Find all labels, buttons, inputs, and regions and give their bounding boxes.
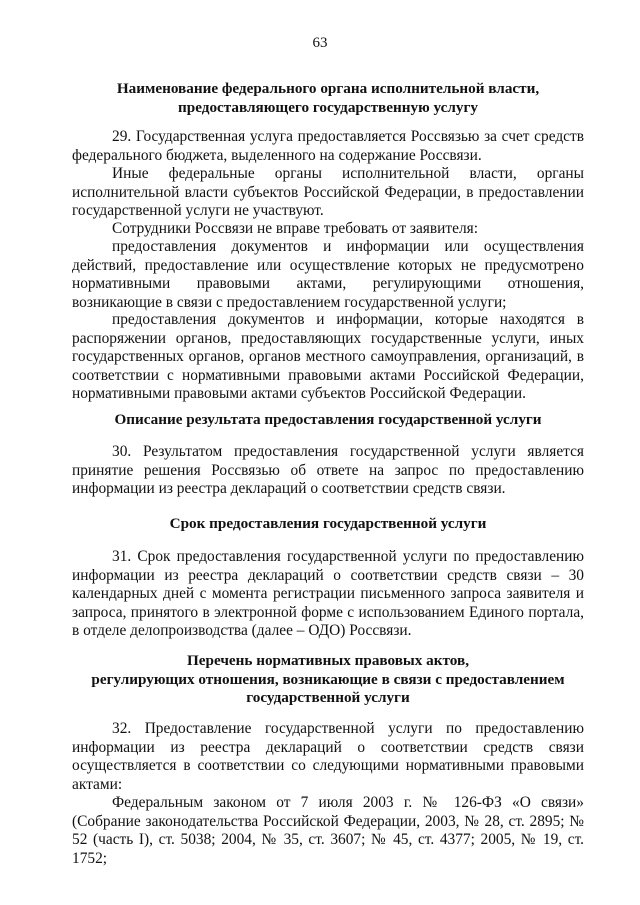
heading-line: Срок предоставления государственной услуги xyxy=(169,515,487,532)
paragraph-documents-information: предоставления документов и информации, которые находятся в распоряжении органов, предоставляющих государственные услуги, иных государственных органов, органов местного самоуправления, организаций, в соответствии с нормативными правовыми актами Российской Федерации, нормативными правовыми актами субъектов Российской Федерации. xyxy=(72,311,584,403)
heading-line: Наименование федерального органа исполнительной власти, xyxy=(116,80,540,97)
paragraph-other-bodies: Иные федеральные органы исполнительной власти, органы исполнительной власти субъектов Российской Федерации, в предоставлении государственной услуги не участвуют. xyxy=(72,165,584,220)
paragraph-31: 31. Срок предоставления государственной услуги по предоставлению информации из реестра деклараций о соответствии средств связи – 30 календарных дней с момента регистрации письменного запроса заявителя и запроса, принятого в электронной форме с использованием Единого портала, в отделе делопроизводства (далее – ОДО) Россвязи. xyxy=(72,548,584,640)
heading-line: Перечень нормативных правовых актов, xyxy=(186,652,470,669)
paragraph-documents-actions: предоставления документов и информации или осуществления действий, предоставление или осуществление которых не предусмотрено нормативными правовыми актами, регулирующими отношения, возникающие в связи с предоставлением государственной услуги; xyxy=(72,238,584,311)
section-heading-term xyxy=(72,515,584,534)
paragraph-29: 29. Государственная услуга предоставляется Россвязью за счет средств федерального бюджета, выделенного на содержание Россвязи. xyxy=(72,128,584,164)
heading-line: государственной услуги xyxy=(246,689,410,707)
section-heading-normative-acts xyxy=(72,652,584,708)
heading-line: регулирующих отношения, возникающие в связи с предоставлением xyxy=(91,670,565,688)
paragraph-30: 30. Результатом предоставления государственной услуги является принятие решения Россвязью об ответе на запрос по предоставлению информации из реестра деклараций о соответствии средств связи. xyxy=(72,443,584,498)
paragraph-32: 32. Предоставление государственной услуги по предоставлению информации из реестра деклараций о соответствии средств связи осуществляется в соответствии со следующими нормативными правовыми актами: xyxy=(72,720,584,793)
section-heading-federal-body xyxy=(72,80,584,117)
page-number: 63 xyxy=(312,35,328,51)
paragraph-federal-law: Федеральным законом от 7 июля 2003 г. № 126-ФЗ «О связи» (Собрание законодательства Российской Федерации, 2003, № 28, ст. 2895; № 52 (часть I), ст. 5038; 2004, № 35, ст. 3607; № 45, ст. 4377; 2005, № 19, ст. 1752; xyxy=(72,794,584,867)
paragraph-staff-not-entitled: Сотрудники Россвязи не вправе требовать от заявителя: xyxy=(112,220,478,237)
heading-line: Описание результата предоставления государственной услуги xyxy=(114,411,542,428)
heading-line: предоставляющего государственную услугу xyxy=(178,98,478,116)
section-heading-result xyxy=(72,411,584,430)
